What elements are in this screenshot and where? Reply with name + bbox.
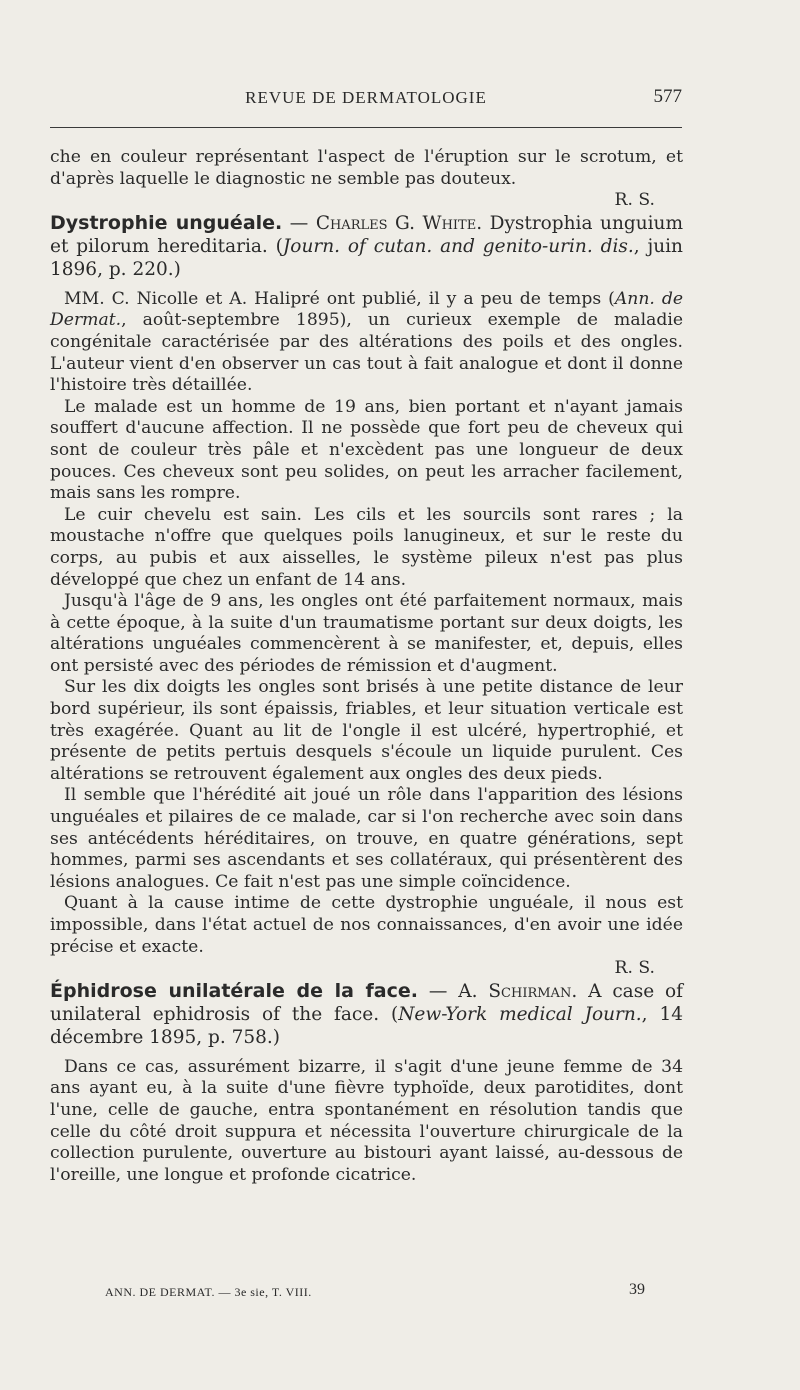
article2-author: A. Schirman: [458, 980, 572, 1002]
intro-paragraph: [50, 147, 683, 190]
article1-paragraph-5: Sur les dix doigts les ongles sont brisés à une petite distance de leur bord supérieur, ils sont épaissis, friables, et leur situation verticale est très exagérée. Quant au lit de l'ongle il est ulcéré, hypertrophié, et présente de petits pertuis desquels s'écoule un liquide purulent. Ces altérations se retrouvent également aux ongles des deux pieds.: [50, 677, 683, 784]
article2-journal: New-York medical Journ.: [398, 1003, 642, 1025]
article1-p1-journal: Ann. de Dermat.: [50, 288, 684, 331]
intro-text: che en couleur représentant l'aspect de l'éruption sur le scrotum, et d'après laquelle le diagnostic ne semble pas douteux.: [50, 147, 683, 189]
article1-p1-end: , août-septembre 1895), un curieux exemple de maladie congénitale caractérisée par des altérations des poils et des ongles. L'auteur vient d'en observer un cas tout à fait analogue et dont il donne l'histoire très détaillée.: [50, 310, 683, 396]
header-rule: [50, 127, 682, 128]
article1-paragraph-1: [50, 289, 683, 397]
page-number: 577: [653, 86, 682, 107]
article1-ref-date: , juin 1896, p. 220.): [50, 235, 683, 280]
intro-signature: R. S.: [614, 190, 655, 211]
article1-paragraph-4: Jusqu'à l'âge de 9 ans, les ongles ont été parfaitement normaux, mais à cette époque, à la suite d'un traumatisme portant sur deux doigts, les altérations unguéales commencèrent à se manifester, et, depuis, elles ont persisté avec des périodes de rémission et d'augment.: [50, 591, 683, 676]
body-text: [50, 147, 683, 1186]
article1-title: Dystrophie unguéale.: [50, 211, 283, 234]
page-footer: [105, 1283, 645, 1301]
article1-paragraph-6: Il semble que l'hérédité ait joué un rôle dans l'apparition des lésions unguéales et pilaires de ce malade, car si l'on recherche avec soin dans ses antécédents héréditaires, on trouve, en quatre générations, sept hommes, parmi ses ascendants et ses collatéraux, qui présentèrent des lésions analogues. Ce fait n'est pas une simple coïncidence.: [50, 785, 683, 892]
article2-title: Éphidrose unilatérale de la face.: [50, 979, 418, 1002]
article1-paragraph-3: Le cuir chevelu est sain. Les cils et les sourcils sont rares ; la moustache n'offre que quelques poils lanugineux, et sur le reste du corps, au pubis et aux aisselles, le système pileux n'est pas plus développé que chez un enfant de 14 ans.: [50, 504, 683, 590]
article2-paragraph-1: Dans ce cas, assurément bizarre, il s'agit d'une jeune femme de 34 ans ayant eu, à la suite d'une fièvre typhoïde, deux parotidites, dont l'une, celle de gauche, entra spontanément en résolution tandis que celle du côté droit suppura et nécessita l'ouverture chirurgicale de la collection purulente, ouverture au bistouri ayant laissé, au-dessous de l'oreille, une longue et profonde cicatrice.: [50, 1056, 683, 1185]
article1-p7-text: Quant à la cause intime de cette dystrophie unguéale, il nous est impossible, dans l'état actuel de nos connaissances, d'en avoir une idée précise et exacte.: [50, 893, 683, 957]
article1-signature-line: [50, 958, 683, 980]
article2-ref-title: A case of unilateral ephidrosis of the face.: [50, 980, 684, 1025]
article1-author: Charles G. White: [315, 212, 477, 234]
article1-p1-start: MM. C. Nicolle et A. Halipré ont publié, il y a peu de temps (: [64, 288, 615, 309]
article2-ref-date: , 14 décembre 1895, p. 758.): [50, 1003, 683, 1048]
article1-paragraph-7: [50, 893, 683, 958]
page-header: [50, 88, 682, 114]
article2-heading: Éphidrose unilatérale de la face. — A. Schirman. A case of unilateral ephidrosis of the face. (New-York medical Journ., 14 décembre 1895, p. 758.): [50, 979, 684, 1048]
footer-reference: ANN. DE DERMAT. — 3e sie, T. VIII.: [105, 1285, 312, 1299]
signature-number: 39: [629, 1281, 645, 1298]
article1-paragraph-2: Le malade est un homme de 19 ans, bien portant et n'ayant jamais souffert d'aucune affection. Il ne possède que fort peu de cheveux qui sont de couleur très pâle et n'excèdent pas une longueur de deux pouces. Ces cheveux sont peu solides, on peut les arracher facilement, mais sans les rompre.: [50, 396, 683, 504]
intro-signature-line: [50, 190, 683, 212]
article1-journal: Journ. of cutan. and genito-urin. dis.: [282, 235, 634, 257]
running-title: REVUE DE DERMATOLOGIE: [245, 88, 487, 107]
article1-heading: Dystrophie unguéale. — Charles G. White. Dystrophia unguium et pilorum hereditaria. (Journ. of cutan. and genito-urin. dis., juin 1896, p. 220.): [50, 211, 683, 280]
article1-ref-title: Dystrophia unguium et pilorum hereditaria.: [50, 212, 683, 257]
article1-signature: R. S.: [614, 958, 655, 979]
